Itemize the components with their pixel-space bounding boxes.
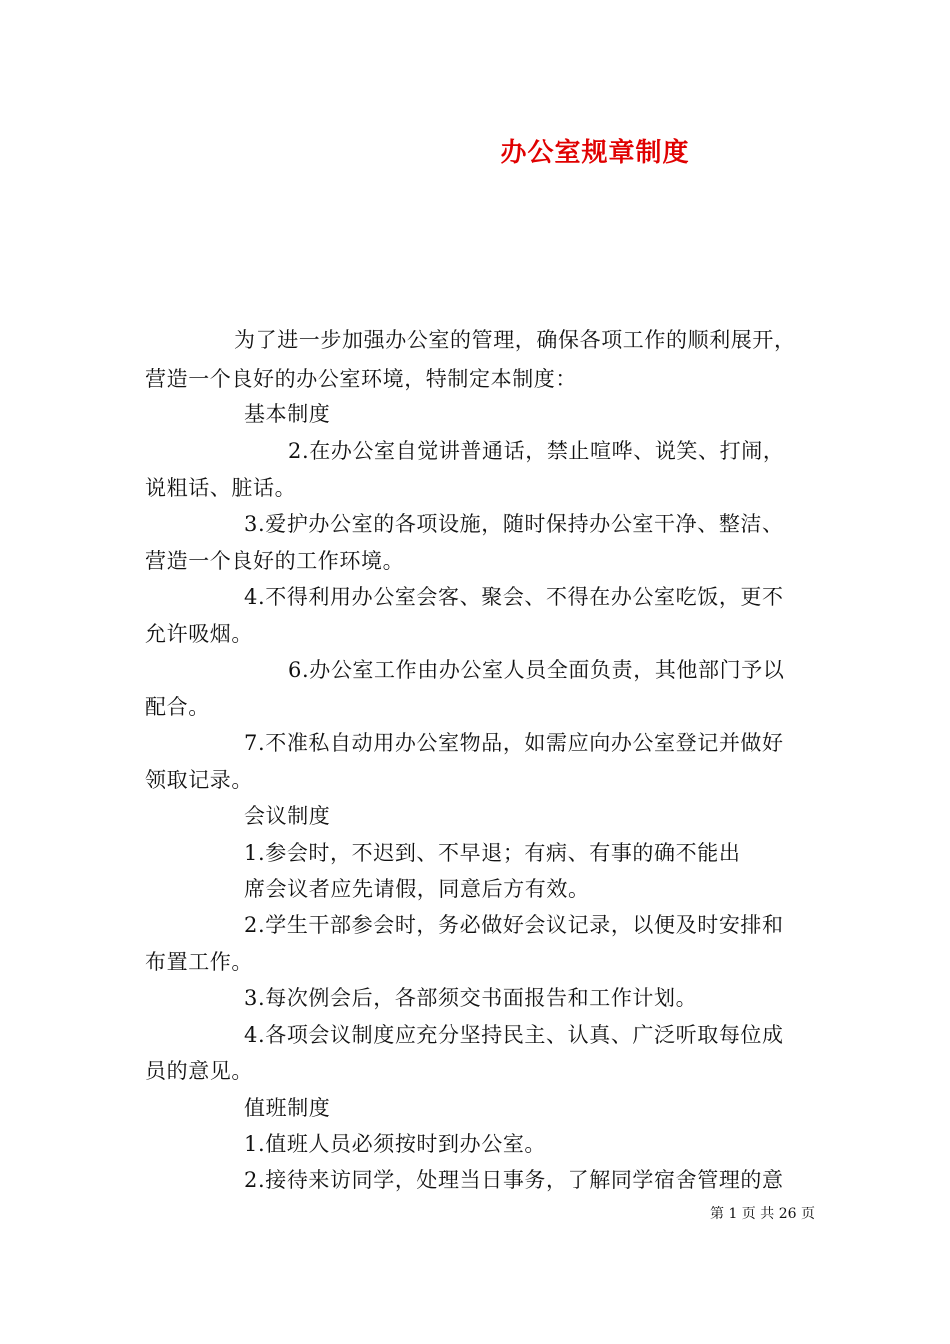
document-title: 办公室规章制度 [500,138,690,168]
meeting-item-1-line-2: 席会议者应先请假，同意后方有效。 [244,877,590,901]
basic-item-7-line-2: 领取记录。 [145,768,253,792]
section-heading-meeting: 会议制度 [244,804,331,828]
basic-item-6-line-1: 6.办公室工作由办公室人员全面负责，其他部门予以 [288,658,785,682]
meeting-item-1-line-1: 1.参会时，不迟到、不早退；有病、有事的确不能出 [244,841,741,865]
basic-item-2-line-1: 2.在办公室自觉讲普通话，禁止喧哗、说笑、打闹， [288,439,785,463]
basic-item-6-line-2: 配合。 [145,695,210,719]
meeting-item-4-line-2: 员的意见。 [145,1059,253,1083]
meeting-item-2-line-1: 2.学生干部参会时，务必做好会议记录，以便及时安排和 [244,913,784,937]
meeting-item-2-line-2: 布置工作。 [145,950,253,974]
basic-item-4-line-2: 允许吸烟。 [145,622,253,646]
basic-item-3-line-2: 营造一个良好的工作环境。 [145,549,405,573]
section-heading-basic: 基本制度 [244,402,331,426]
basic-item-7-line-1: 7.不准私自动用办公室物品，如需应向办公室登记并做好 [244,731,784,755]
section-heading-duty: 值班制度 [244,1096,331,1120]
duty-item-1-line-1: 1.值班人员必须按时到办公室。 [244,1132,547,1156]
meeting-item-3-line-1: 3.每次例会后，各部须交书面报告和工作计划。 [244,986,698,1010]
page-number: 第 1 页 共 26 页 [710,1206,815,1222]
meeting-item-4-line-1: 4.各项会议制度应充分坚持民主、认真、广泛听取每位成 [244,1023,784,1047]
basic-item-4-line-1: 4.不得利用办公室会客、聚会、不得在办公室吃饭，更不 [244,585,784,609]
basic-item-2-line-2: 说粗话、脏话。 [145,476,297,500]
intro-line-1: 为了进一步加强办公室的管理，确保各项工作的顺利展开， [234,328,796,352]
basic-item-3-line-1: 3.爱护办公室的各项设施，随时保持办公室干净、整洁、 [244,512,784,536]
intro-line-2: 营造一个良好的办公室环境，特制定本制度： [145,367,577,391]
duty-item-2-line-1: 2.接待来访同学，处理当日事务，了解同学宿舍管理的意 [244,1168,784,1192]
